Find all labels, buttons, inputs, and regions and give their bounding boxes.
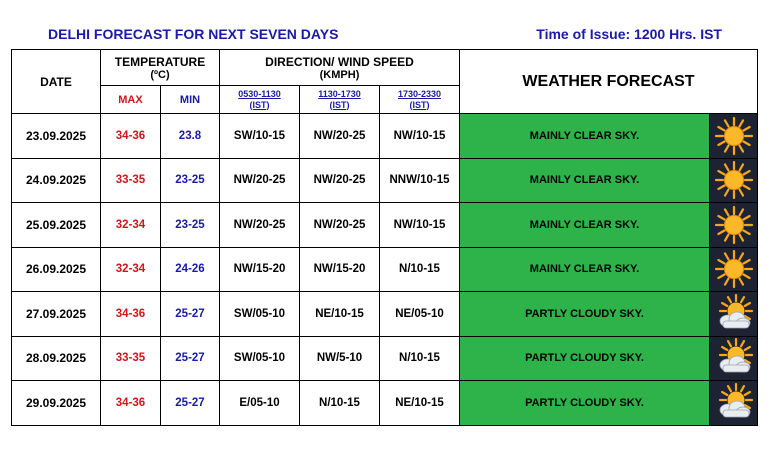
partly-cloudy-icon [710,292,758,337]
table-row [12,381,758,426]
row-wind-slot-3: NNW/10-15 [380,158,460,203]
issue-time: Time of Issue: 1200 Hrs. IST [536,26,722,42]
slot-header-1: 0530-1130 (IST) [220,86,300,114]
row-wind-slot-1: E/05-10 [220,381,300,426]
row-date: 28.09.2025 [12,336,101,381]
table-row [12,158,758,203]
row-wind-slot-3: N/10-15 [380,336,460,381]
row-wind-slot-3: NE/10-15 [380,381,460,426]
row-min-temp: 25-27 [161,292,220,337]
max-header: MAX [101,86,161,114]
slot-header-2: 1130-1730 (IST) [300,86,380,114]
sun-icon [710,114,758,159]
temperature-header: TEMPERATURE (ºC) [101,50,220,86]
row-date: 26.09.2025 [12,247,101,292]
row-max-temp: 32-34 [101,247,161,292]
row-forecast: PARTLY CLOUDY SKY. [460,381,710,426]
min-header: MIN [161,86,220,114]
row-forecast: PARTLY CLOUDY SKY. [460,336,710,381]
row-min-temp: 23-25 [161,158,220,203]
wind-header: DIRECTION/ WIND SPEED (KMPH) [220,50,460,86]
row-max-temp: 33-35 [101,336,161,381]
row-date: 27.09.2025 [12,292,101,337]
row-max-temp: 33-35 [101,158,161,203]
row-max-temp: 34-36 [101,292,161,337]
row-wind-slot-2: NE/10-15 [300,292,380,337]
row-date: 25.09.2025 [12,203,101,248]
row-wind-slot-2: NW/5-10 [300,336,380,381]
row-min-temp: 25-27 [161,381,220,426]
row-wind-slot-2: NW/20-25 [300,114,380,159]
date-header: DATE [12,50,101,114]
row-wind-slot-1: SW/05-10 [220,336,300,381]
row-date: 24.09.2025 [12,158,101,203]
row-min-temp: 25-27 [161,336,220,381]
row-wind-slot-2: N/10-15 [300,381,380,426]
slot-header-3: 1730-2330 (IST) [380,86,460,114]
table-row [12,292,758,337]
table-row [12,336,758,381]
row-forecast: MAINLY CLEAR SKY. [460,114,710,159]
weather-forecast-header: WEATHER FORECAST [460,50,758,114]
table-row [12,247,758,292]
row-wind-slot-1: SW/05-10 [220,292,300,337]
row-wind-slot-1: NW/20-25 [220,158,300,203]
sun-icon [710,247,758,292]
sun-icon [710,203,758,248]
row-forecast: MAINLY CLEAR SKY. [460,203,710,248]
page-title: DELHI FORECAST FOR NEXT SEVEN DAYS [48,26,339,42]
row-forecast: PARTLY CLOUDY SKY. [460,292,710,337]
row-wind-slot-3: NW/10-15 [380,203,460,248]
row-max-temp: 34-36 [101,381,161,426]
row-min-temp: 23.8 [161,114,220,159]
row-wind-slot-3: NE/05-10 [380,292,460,337]
row-wind-slot-1: NW/20-25 [220,203,300,248]
row-wind-slot-2: NW/15-20 [300,247,380,292]
row-wind-slot-3: N/10-15 [380,247,460,292]
partly-cloudy-icon [710,381,758,426]
row-date: 29.09.2025 [12,381,101,426]
row-max-temp: 34-36 [101,114,161,159]
row-forecast: MAINLY CLEAR SKY. [460,158,710,203]
row-min-temp: 23-25 [161,203,220,248]
table-row [12,203,758,248]
forecast-table [11,49,758,426]
row-date: 23.09.2025 [12,114,101,159]
row-wind-slot-1: SW/10-15 [220,114,300,159]
row-wind-slot-1: NW/15-20 [220,247,300,292]
row-wind-slot-2: NW/20-25 [300,203,380,248]
partly-cloudy-icon [710,336,758,381]
row-wind-slot-2: NW/20-25 [300,158,380,203]
row-forecast: MAINLY CLEAR SKY. [460,247,710,292]
sun-icon [710,158,758,203]
table-row [12,114,758,159]
row-min-temp: 24-26 [161,247,220,292]
row-max-temp: 32-34 [101,203,161,248]
row-wind-slot-3: NW/10-15 [380,114,460,159]
